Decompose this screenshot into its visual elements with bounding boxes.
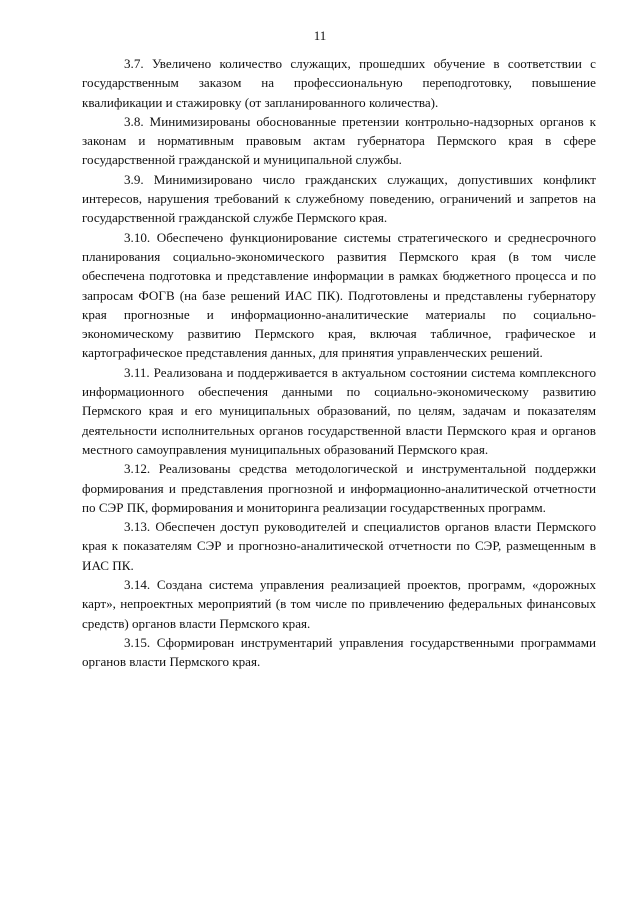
- paragraph-3-10: 3.10. Обеспечено функционирование системы стратегического и среднесрочного планирования социально-экономического развития Пермского края (в том числе обеспечена подготовка и представление информации в рамках бюджетного процесса и по запросам ФОГВ (на базе решений ИАС ПК). Подготовлены и представлены губернатору края прогнозные и информационно-аналитические материалы по социально-экономическому развитию Пермского края, включая табличное, графическое и картографическое представления данных, для принятия управленческих решений.: [82, 229, 596, 361]
- paragraph-3-11: 3.11. Реализована и поддерживается в актуальном состоянии система комплексного информационного обеспечения данными по социально-экономическому развитию Пермского края и его муниципальных образований, по целям, задачам и показателям деятельности исполнительных органов государственной власти Пермского края и органов местного самоуправления муниципальных образований Пермского края.: [82, 364, 596, 457]
- paragraph-3-15: 3.15. Сформирован инструментарий управления государственными программами органов власти Пермского края.: [82, 634, 596, 670]
- paragraph-3-12: 3.12. Реализованы средства методологической и инструментальной поддержки формирования и представления прогнозной и информационно-аналитической отчетности по СЭР ПК, формирования и мониторинга реализации государственных программ.: [82, 461, 596, 515]
- page-number: 11: [313, 28, 327, 43]
- paragraph-3-7: 3.7. Увеличено количество служащих, прошедших обучение в соответствии с государственным заказом на профессиональную переподготовку, повышение квалификации и стажировку (от запланированного количества).: [82, 56, 596, 110]
- document-body: [82, 54, 596, 672]
- paragraph-3-13: 3.13. Обеспечен доступ руководителей и специалистов органов власти Пермского края к показателям СЭР и прогнозно-аналитической отчетности по СЭР, размещенным в ИАС ПК.: [82, 519, 596, 573]
- paragraph-3-9: 3.9. Минимизировано число гражданских служащих, допустивших конфликт интересов, нарушения требований к служебному поведению, ограничений и запретов на государственной гражданской службе Пермского края.: [82, 171, 596, 226]
- paragraph-3-8: 3.8. Минимизированы обоснованные претензии контрольно-надзорных органов к законам и нормативным правовым актам губернатора Пермского края в сфере государственной гражданской и муниципальной службы.: [82, 113, 596, 168]
- paragraph-3-14: 3.14. Создана система управления реализацией проектов, программ, «дорожных карт», непроектных мероприятий (в том числе по привлечению федеральных финансовых средств) органов власти Пермского края.: [82, 577, 596, 631]
